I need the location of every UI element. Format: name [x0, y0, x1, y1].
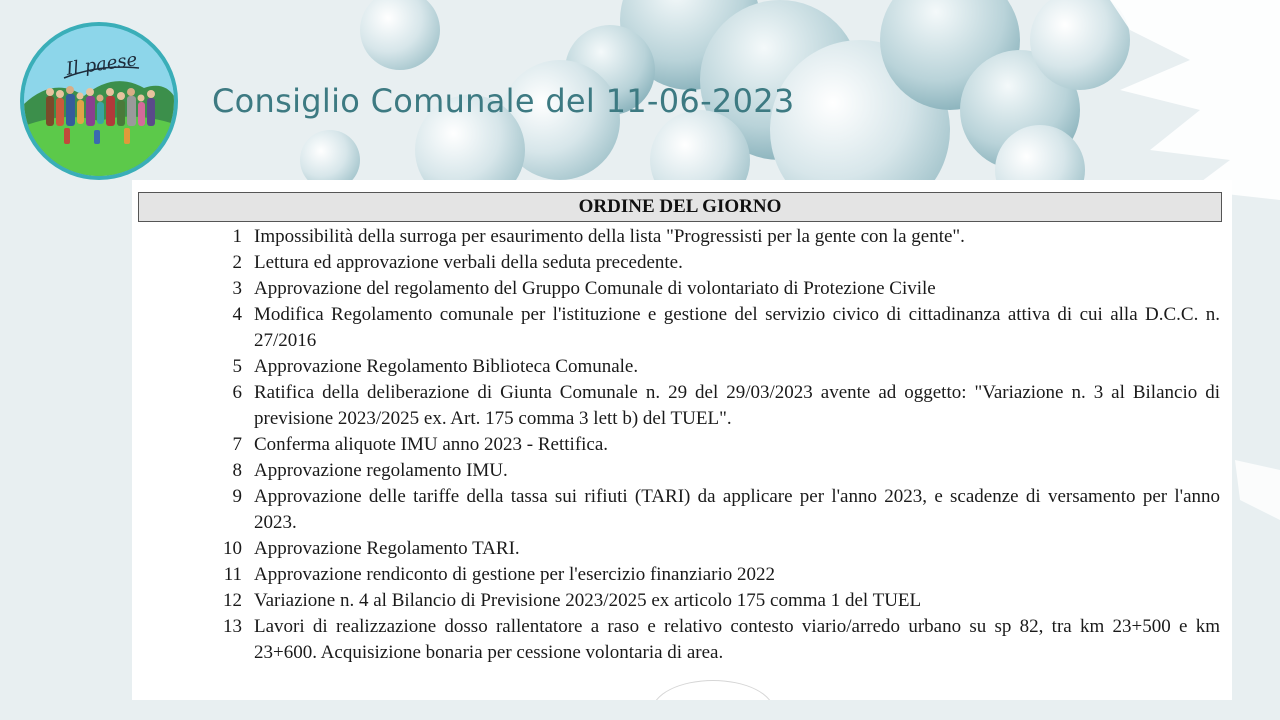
agenda-list	[132, 224, 1232, 666]
agenda-item	[132, 250, 1232, 276]
agenda-item-number: 5	[232, 356, 242, 377]
agenda-item-text: Conferma aliquote IMU anno 2023 - Rettifica.	[254, 434, 609, 455]
agenda-item	[132, 484, 1232, 536]
agenda-item-text: Lettura ed approvazione verbali della seduta precedente.	[254, 252, 683, 273]
agenda-item	[132, 380, 1232, 432]
agenda-item-text: Impossibilità della surroga per esaurimento della lista "Progressisti per la gente con la gente".	[254, 226, 965, 247]
agenda-item	[132, 354, 1232, 380]
agenda-item	[132, 614, 1232, 666]
page-title: Consiglio Comunale del 11-06-2023	[212, 82, 795, 120]
il-paese-logo	[20, 22, 178, 180]
agenda-item-text: Modifica Regolamento comunale per l'istituzione e gestione del servizio civico di cittadinanza attiva di cui alla D.C.C. n. 27/2016	[254, 304, 1220, 351]
agenda-item-number: 3	[232, 278, 242, 299]
agenda-item-text: Variazione n. 4 al Bilancio di Previsione 2023/2025 ex articolo 175 comma 1 del TUEL	[254, 590, 922, 611]
agenda-item-text: Approvazione Regolamento Biblioteca Comunale.	[254, 356, 639, 377]
agenda-item-number: 4	[232, 304, 242, 325]
agenda-item-text: Approvazione rendiconto di gestione per l'esercizio finanziario 2022	[254, 564, 775, 585]
agenda-item	[132, 302, 1232, 354]
logo-text: Il paese	[64, 49, 139, 80]
agenda-item-text: Approvazione Regolamento TARI.	[254, 538, 520, 559]
agenda-item-number: 13	[223, 616, 242, 637]
agenda-item	[132, 432, 1232, 458]
agenda-item	[132, 562, 1232, 588]
agenda-item	[132, 224, 1232, 250]
agenda-item-number: 12	[223, 590, 242, 611]
agenda-heading: ORDINE DEL GIORNO	[138, 192, 1222, 222]
agenda-item	[132, 588, 1232, 614]
agenda-item-text: Approvazione del regolamento del Gruppo Comunale di volontariato di Protezione Civile	[254, 278, 936, 299]
agenda-item-number: 1	[232, 226, 242, 247]
agenda-item	[132, 458, 1232, 484]
agenda-item-number: 8	[232, 460, 242, 481]
agenda-item-text: Ratifica della deliberazione di Giunta Comunale n. 29 del 29/03/2023 avente ad oggetto: "Variazione n. 3 al Bilancio di previsione 2023/2025 ex. Art. 175 comma 3 lett b) del TUEL".	[254, 382, 1220, 429]
agenda-item	[132, 536, 1232, 562]
agenda-document	[132, 180, 1232, 700]
agenda-item-number: 6	[232, 382, 242, 403]
logo-illustration	[24, 26, 174, 176]
agenda-item-number: 9	[232, 486, 242, 507]
agenda-item-number: 11	[223, 564, 242, 585]
agenda-item-number: 7	[232, 434, 242, 455]
agenda-item-number: 2	[232, 252, 242, 273]
agenda-item-number: 10	[223, 538, 242, 559]
agenda-item	[132, 276, 1232, 302]
agenda-item-text: Lavori di realizzazione dosso rallentatore a raso e relativo contesto viario/arredo urbano su sp 82, tra km 23+500 e km 23+600. Acquisizione bonaria per cessione volontaria di area.	[254, 616, 1220, 663]
agenda-item-text: Approvazione delle tariffe della tassa sui rifiuti (TARI) da applicare per l'anno 2023, e scadenze di versamento per l'anno 2023.	[254, 486, 1220, 533]
agenda-item-text: Approvazione regolamento IMU.	[254, 460, 508, 481]
stamp-mark	[652, 680, 774, 700]
